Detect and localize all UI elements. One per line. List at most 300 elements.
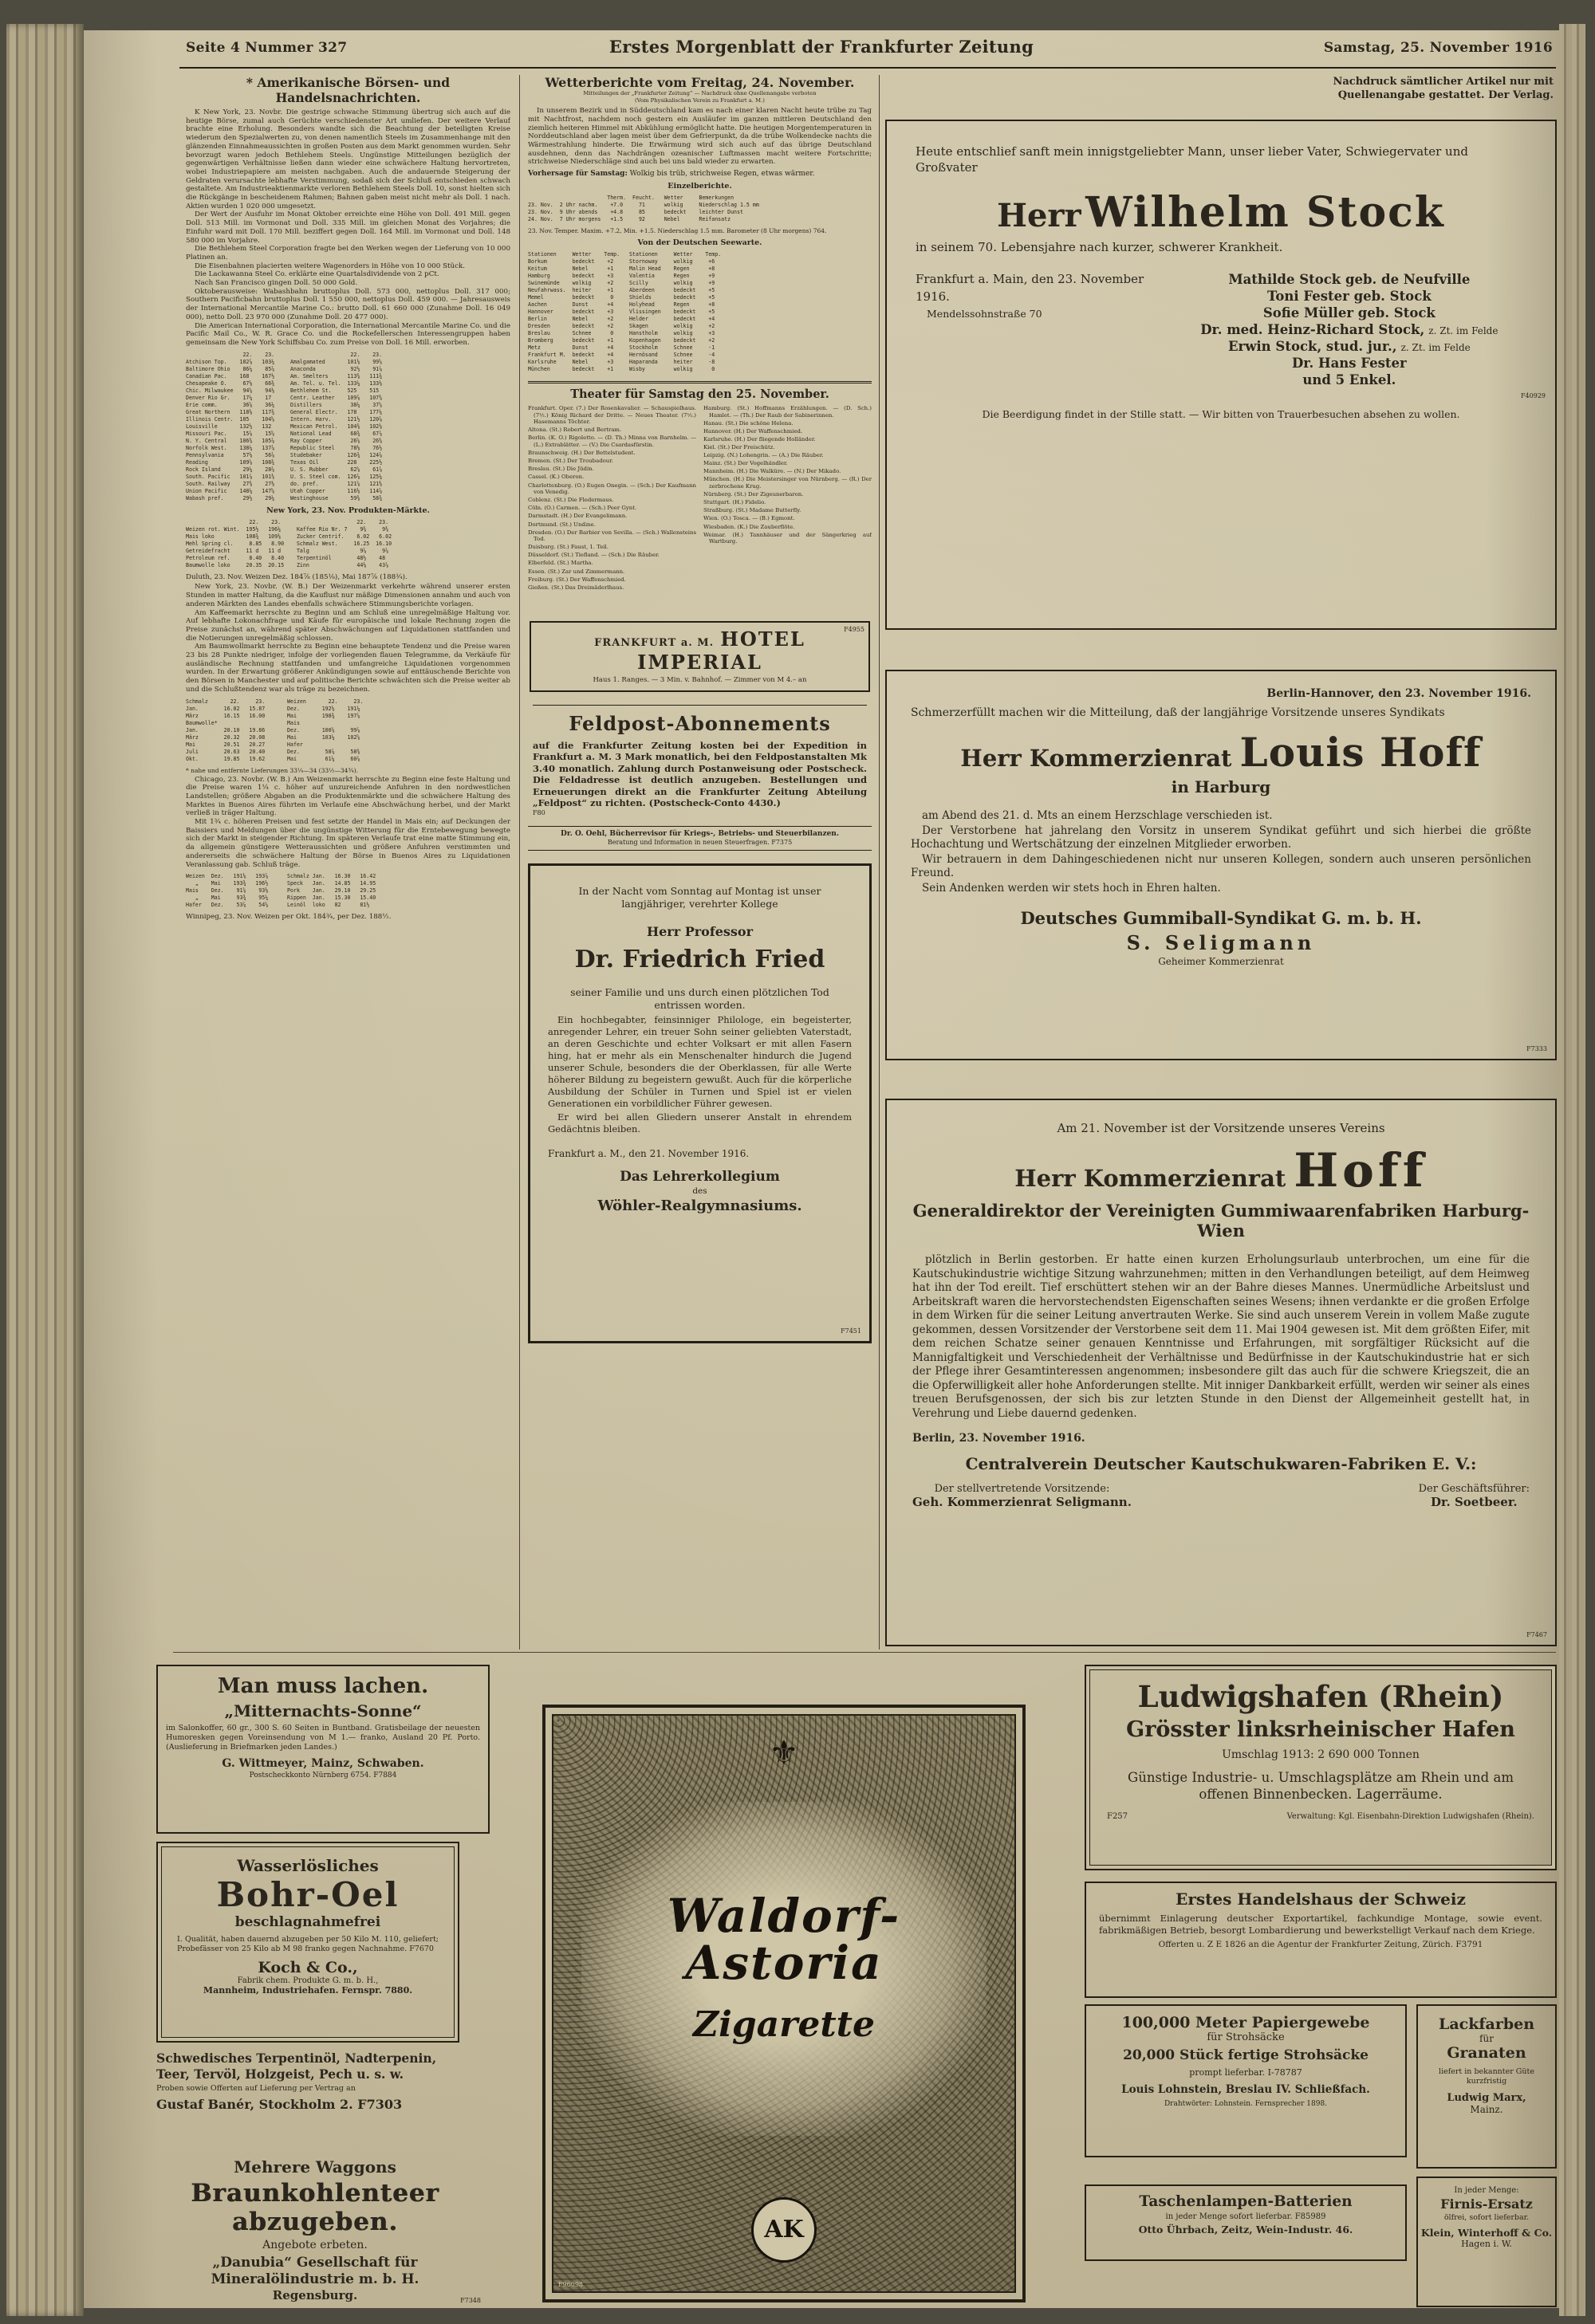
stock-quote-table [186,352,510,502]
ad-body: I. Qualität, haben dauernd abzugeben per 50 Kilo M. 110, geliefert; Probefässer von 25 Kilo ab M 98 franko gegen Nachnahme. F7670 [177,1935,439,1953]
table-row: 23. Nov. 2 Uhr nachm. +7.0 71 wolkig Niederschlag 1.5 mm [528,202,759,209]
hotel-subline: Haus 1. Ranges. — 3 Min. v. Bahnhof. — Zimmer von M 4.– an [593,675,807,684]
ad-footer-row [1102,1812,1539,1821]
produkten-heading: New York, 23. Nov. Produkten-Märkte. [266,505,430,515]
obituary-subline: Generaldirektor der Vereinigten Gummiwaarenfabriken Harburg-Wien [912,1201,1530,1241]
table-row: Neufahrwass. heiter +1 Aberdeen bedeckt +5 [528,287,715,294]
paragraph: Mit 1¾ c. höheren Preisen und fest setzte der Handel in Mais ein; auf Deckungen der Baissiers und Meldungen über die ungünstige Witterung für die Erntebewegung bewegte sich der Markt in steigender Richtung. Im späteren Verlaufe trat eine matte Stimmung ein, da allgemein günstigere Wetteraussichten und größere Anfuhren verstimmten und andererseits die schwächere Haltung der Börse in Buenos Aires zu Liquidationen Veranlassung gab. Schluß träge. [186,818,510,869]
table-row: Baumwolle* Mais [186,719,300,726]
masthead-title: Erstes Morgenblatt der Frankfurter Zeitung [608,37,1034,57]
signature-right [1419,1483,1530,1509]
table-row: Weizen rot. Wint. 195½ 196¼ Kaffee Rio Nr. 7 9⅜ 9⅜ [186,525,389,533]
ad-line: In jeder Menge: [1454,2186,1519,2195]
seewarte-table [528,251,872,373]
ad-title: Man muss lachen. [217,1674,429,1698]
ad-footer: Verwaltung: Kgl. Eisenbahn-Direktion Ludwigshafen (Rhein). [1286,1812,1534,1821]
theater-entry: Altona. (St.) Robert und Bertram. [528,427,622,434]
deceased-name: Dr. Friedrich Fried [574,945,825,973]
ad-marker: F80 [533,808,545,816]
oehl-ad [528,826,872,851]
ad-marker: F40929 [1521,392,1546,399]
theater-entry: Hannover. (H.) Der Waffenschmied. [703,427,803,435]
paragraph: am Abend des 21. d. Mts an einem Herzschlage verschieden ist. [922,809,1273,822]
table-row: Norfolk West. 138¼ 137⅞ Republic Steel 78⅛ 76½ [186,444,383,451]
table-row: März 16.15 16.00 Mai 198¾ 197⅞ [186,712,360,719]
chicago-paragraphs [186,776,510,870]
weather-forecast [528,170,872,178]
table-row: Wabash pref. 29½ 29¼ Westinghouse 59⅜ 58¾ [186,494,383,501]
ad-title: Firnis-Ersatz [1440,2196,1533,2212]
winnipeg-line: Winnipeg, 23. Nov. Weizen per Okt. 184¾, per Dez. 188½. [186,913,392,922]
ad-lackfarben [1416,2004,1557,2169]
signature-left [912,1483,1132,1509]
ornamental-frame [552,1714,1016,2293]
paragraph: Sein Andenken werden wir stets hoch in Ehren halten. [922,882,1221,895]
ad-braunkohlenteer [146,2157,484,2306]
obituary-intro: Heute entschlief sanft mein innigstgeliebter Mann, unser lieber Vater, Schwiegervater und Großvater [916,144,1468,175]
table-row: Juli 20.63 20.40 Dez. 58⅞ 58⅜ [186,748,360,755]
ad-stat-line: Umschlag 1913: 2 690 000 Tonnen [1222,1748,1420,1761]
table-row: Stationen Wetter Temp. Stationen Wetter Temp. [528,251,722,258]
obituary-intro: Schmerzerfüllt machen wir die Mitteilung, daß der langjährige Vorsitzende unseres Syndikats [911,706,1445,719]
table-row: Dresden bedeckt +2 Skagen wolkig +2 [528,323,715,330]
theater-col-2 [703,405,872,592]
ad-taschenlampen-batterien [1085,2184,1407,2261]
einzelberichte-table [528,195,872,223]
ad-marker: F4955 [844,625,864,633]
mourner-line [1172,289,1526,304]
theater-title: Theater für Samstag den 25. November. [528,381,872,401]
ad-signature: Louis Lohnstein, Breslau IV. Schließfach. [1121,2083,1370,2096]
hoff-syndikat-obituary [885,670,1557,1060]
ad-title: 100,000 Meter Papiergewebe [1121,2014,1370,2031]
name-text: Hoff [1294,1143,1428,1197]
oehl-line-1: Dr. O. Oehl, Bücherrevisor für Kriegs-, Betriebs- und Steuerbilanzen. [561,829,839,838]
table-row: Swinemünde wolkig +2 Scilly wolkig +9 [528,280,715,287]
paragraph: Die American International Corporation, die International Mercantile Marine Co. und die Pacific Mail Co., W. R. Grace Co. und die Rockefellerschen Interessengruppen haben gemeinsam die New York Schiffsbau Co. zum Preise von Doll. 16 Mill. erworben. [186,321,510,347]
table-row: Erie comm. 36⅝ 36¼ Distillers 38¼ 37⅝ [186,401,383,408]
ad-title: Braunkohlenteer abzugeben. [191,2179,439,2236]
right-page-edge [1559,24,1585,2316]
ad-subtitle: 20,000 Stück fertige Strohsäcke [1123,2047,1369,2063]
table-row: Louisville 132½ 132 Mexican Petrol. 104⅜ 102⅛ [186,423,383,430]
table-row: Rock Island 29¼ 28⅞ U. S. Rubber 62⅝ 61⅞ [186,466,383,473]
ad-signature: Klein, Winterhoff & Co. [1420,2227,1553,2239]
signature-title: Geheimer Kommerzienrat [1158,956,1284,967]
table-row: Getreidefracht 11 d 11 d Talg 9⅞ 9⅞ [186,547,389,554]
table-row: Schmalz 22. 23. Weizen 22. 23. [186,698,364,705]
ad-line: für [1479,2033,1494,2044]
hotel-imperial-ad [530,621,870,692]
table-row: Baumwolle loko 20.35 20.15 Zinn 44⅛ 43⅞ [186,561,389,568]
publisher-note-line-1: Nachdruck sämtlicher Artikel nur mit [1333,76,1554,88]
mourner-line [1172,372,1526,387]
mourner-note: z. Zt. im Felde [1400,342,1471,353]
footer-rule [173,1652,1556,1653]
name-text: Wilhelm Stock [1085,188,1445,237]
ad-marker: F257 [1107,1812,1128,1821]
paragraph: Die Eisenbahnen placierten weitere Wagenorders in Höhe von 10 000 Stück. [195,261,466,270]
theater-entry: Leipzig. (N.) Lohengrin. — (A.) Die Räuber. [703,452,824,459]
theater-entry: Straßburg. (St.) Madame Butterfly. [703,507,801,514]
table-row: Aachen Dunst +4 Holyhead Regen +8 [528,301,715,309]
signature-row [912,1483,1530,1509]
organization-name: Centralverein Deutscher Kautschukwaren-Fabriken E. V.: [965,1454,1477,1473]
paragraph: Am Kaffeemarkt herrschte zu Beginn und am Schluß eine unregelmäßige Haltung vor. Auf lebhafte Lokonachfrage und Käufe für europäische und lokale Rechnung zogen die Preise zunächst an, während später Abschwächungen auf Liquidationen stattfanden und die Notierungen unregelmäßig schlossen. [186,608,510,643]
dateline-block [916,270,1172,389]
ad-firnis-ersatz [1416,2177,1557,2307]
ad-body: Günstige Industrie- u. Umschlagsplätze am Rhein und am offenen Binnenbecken. Lagerräume. [1128,1770,1514,1802]
table-row: Hamburg bedeckt +3 Valentia Regen +9 [528,273,715,280]
deceased-name [912,1143,1530,1197]
table-row: Baltimore Ohio 86¼ 85⅞ Anaconda 92½ 91⅞ [186,365,383,372]
middle-column [528,75,872,1650]
theater-entry: Cöln. (O.) Carmen. — (Sch.) Peer Gynt. [528,505,637,512]
name-text: Louis Hoff [1239,729,1482,776]
theater-entry: Cassel. (K.) Oberon. [528,474,585,481]
ad-title: Schwedisches Terpentinöl, Nadterpenin, Teer, Tervöl, Holzgeist, Pech u. s. w. [156,2051,437,2082]
centralverein-obituary [885,1099,1557,1646]
produkten-table [186,519,510,569]
theater-entry: Duisburg. (St.) Faust, 1. Teil. [528,544,608,551]
theater-entry: Coblenz. (St.) Die Fledermaus. [528,497,614,504]
article-paragraphs [186,108,510,348]
theater-entry: Kiel. (St.) Der Freischütz. [703,444,775,451]
ad-line: Mehrere Waggons [234,2157,396,2177]
signature-name: Geh. Kommerzienrat Seligmann. [912,1495,1132,1509]
mourner-line [1172,322,1526,337]
table-row: N. Y. Central 106⅜ 105⅞ Ray Copper 26⅝ 26⅜ [186,437,383,444]
obituary-dateline: Berlin-Hannover, den 23. November 1916. [1266,687,1531,700]
ad-city: Hagen i. W. [1461,2239,1512,2249]
ad-subtitle: Grösster linksrheinischer Hafen [1126,1717,1515,1742]
table-row: 23. Nov. 9 Uhr abends +4.8 85 bedeckt leichter Dunst [528,209,743,216]
table-row: Berlin Nebel +2 Helder bedeckt +4 [528,316,715,323]
table-row: „ Mai 193¾ 196½ Speck Jan. 14.85 14.95 [186,880,376,887]
hotel-name: HOTEL IMPERIAL [637,627,805,674]
ad-signature: Otto Ührbach, Zeitz, Wein-Industr. 46. [1138,2224,1353,2236]
ad-man-muss-lachen [156,1665,490,1834]
table-row: Bromberg bedeckt +1 Kopenhagen bedeckt +2 [528,337,715,344]
theater-entry: Dortmund. (St.) Undine. [528,521,596,528]
paragraph: K New York, 23. Novbr. Die gestrige schwache Stimmung übertrug sich auch auf die heutige Börse, zumal auch Gerüchte verschiedenster Art umliefen. Der weitere Verlauf brachte eine Erholung. Besonders wandte sich die Beachtung der beteiligten Kreise wiederum den Spezialwerten zu, von denen namentlich Steels im Zusammenhange mit den glänzenden Einnahmeaussichten in großen Posten aus dem Markt genommen wurden. Sehr bevorzugt waren jedoch Bethlehem Steels. Ungünstige Mitteilungen bezüglich der gegenwärtigen Verhältnisse ließen dann wieder eine schwächere Haltung hervortreten, wobei Industriepapiere am meisten nachgaben. Auch die andauernde Steigerung der Geldraten verursachte lebhafte Verstimmung, sodaß sich der Schluß entschieden schwach gestaltete. Am Industrieaktienmarkte verloren Bethlehem Steels Doll. 10, sonst hielten sich die Rückgänge in bescheidenem Rahmen; Bahnen gaben meist nicht mehr als Doll. 1 nach. Aktien wurden 1 020 000 umgesetzt. [186,108,510,210]
ad-ludwigshafen [1085,1665,1557,1870]
table-row: Borkum bedeckt +2 Stornoway wolkig +6 [528,258,715,265]
paragraph: Die Bethlehem Steel Corporation fragte bei den Werken wegen der Lieferung von 10 000 Platinen an. [186,245,510,261]
theater-entry: Weimar. (H.) Tannhäuser und der Sängerkrieg auf Wartburg. [703,531,872,545]
fried-obituary [528,863,872,1343]
theater-entry: Karlsruhe. (H.) Der fliegende Holländer. [703,435,816,442]
theater-entry: Stuttgart. (H.) Fidelio. [703,499,766,506]
mourner-line [1172,356,1526,371]
theater-entry: Dresden. (O.) Der Barbier von Sevilla. — (Sch.) Wallensteins Tod. [528,529,696,543]
mourner-line [1172,305,1526,320]
table-row: South. Pacific 101⅞ 101⅜ U. S. Steel com. 126⅞ 125¼ [186,473,383,480]
table-row: Denver Rio Gr. 17¼ 17 Centr. Leather 109⅞ 107⅜ [186,394,383,401]
theater-entry: Gießen. (St.) Das Dreimäderlhaus. [528,584,624,591]
ad-body: übernimmt Einlagerung deutscher Exportartikel, fachkundige Montage, sowie event. fabrikmäßigen Betrieb, besorgt Lombardierung und bewerkstelligt Verkauf nach dem Kriege. [1099,1913,1542,1936]
publisher-note [885,75,1557,116]
deceased-name [916,188,1526,237]
oehl-line-2: Beratung und Information in neuen Steuerfragen. F7375 [607,838,793,846]
obituary-column [885,75,1557,1650]
mourner-name: Dr. Hans Fester [1292,356,1407,371]
signature-3: Wöhler-Realgymnasiums. [597,1197,802,1214]
theater-entry: Bremen. (St.) Der Troubadour. [528,458,613,465]
ad-signature: Koch & Co., [258,1959,358,1976]
duluth-line: Duluth, 23. Nov. Weizen Dez. 184⅞ (185⅛), Mai 187⅞ (188¾). [186,572,408,581]
table-row: Missouri Pac. 15⅞ 15⅝ National Lead 68¾ 67⅞ [186,430,383,437]
ad-title: Lackfarben [1438,2015,1535,2033]
theater-listings [528,405,872,592]
theater-entry: Darmstadt. (H.) Der Evangelimann. [528,513,628,520]
ad-marker: F7467 [1526,1631,1547,1638]
ad-signature: G. Wittmeyer, Mainz, Schwaben. [222,1757,424,1770]
table-row: Jan. 16.02 15.87 Dez. 192⅛ 191¼ [186,705,360,712]
theater-entry: Frankfurt. Oper. (7.) Der Rosenkavalier. — Schauspielhaus. (7½.) König Richard der Dritte. — Neues Theater. (7½.) Hasemanns Töchter. [528,405,696,426]
theater-entry: Berlin. (K. O.) Rigoletto. — (D. Th.) Minna von Barnhelm. — (L.) Extrablätter. — (V.) Die Csardasfürstin. [528,435,696,449]
weather-source-2: (Vom Physikalischen Verein zu Frankfurt a. M.) [635,96,765,104]
ad-title: Ludwigshafen (Rhein) [1137,1679,1504,1714]
ad-city: Regensburg. [272,2288,358,2302]
table-row: Mehl Spring cl. 8.85 8.90 Schmalz West. 16.25 16.10 [186,540,392,547]
table-row: Hannover bedeckt +3 Vlissingen bedeckt +5 [528,309,715,316]
theater-entry: Elberfeld. (St.) Martha. [528,560,593,567]
ad-line: Angebote erbeten. [262,2239,368,2251]
brand-name-2: Astoria [685,1936,883,1991]
ad-footer: Postscheckkonto Nürnberg 6754. F7884 [249,1772,397,1779]
ad-body: Proben sowie Offerten auf Lieferung per Vertrag an [156,2084,356,2093]
table-row: South. Railway 27⅜ 27⅛ do. pref. 121⅝ 121⅜ [186,480,383,487]
ad-title: Bohr-Oel [216,1875,400,1914]
table-row: Karlsruhe Nebel +3 Haparanda heiter -8 [528,359,715,366]
newspaper-page [84,30,1559,2308]
hotel-city: FRANKFURT a. M. [594,636,715,649]
weather-source-1: Mitteilungen der „Frankfurter Zeitung“ — Nachdruck ohne Quellenangabe verboten [583,90,817,96]
theater-entry: Mannheim. (H.) Die Walküre. — (N.) Der Mikado. [703,468,841,475]
obituary-detail-row [916,270,1526,389]
page-number: Seite 4 Nummer 327 [186,40,348,56]
table-row: Jan. 20.10 19.86 Dez. 100⅝ 99⅞ [186,726,360,733]
ad-footer: Drahtwörter: Lohnstein. Fernsprecher 1898. [1164,2100,1328,2108]
mourner-name: Erwin Stock, stud. jur., [1227,339,1397,354]
paragraph: Wir betrauern in dem Dahingeschiedenen nicht nur unseren Kollegen, sondern auch unseren persönlichen Freund. [911,853,1531,879]
product-name: Zigarette [693,2004,875,2046]
table-row: 22. 23. 22. 23. [186,518,389,525]
ad-marker: F7348 [460,2297,481,2304]
table-row: 24. Nov. 7 Uhr morgens +1.5 92 Nebel Reifansatz [528,216,731,223]
theater-entry: Nürnberg. (St.) Der Zigeunerbaron. [703,491,804,498]
honorific: Herr Kommerzienrat [960,745,1240,772]
table-row: Atchison Top. 102⅞ 103¼ Amalgamated 101⅛ 99⅝ [186,358,383,365]
table-row: Petroleum ref. 8.40 8.40 Terpentinöl 48½ 48 [186,554,386,561]
weather-report: In unserem Bezirk und in Süddeutschland kam es nach einer klaren Nacht heute trübe zu Tag mit Nachtfrost, nachdem noch gestern ein Ausläufer im ganzen mittleren Deutschland den ziemlich heiteren Himmel mit Abkühlung ermöglicht hatte. Die heutigen Morgentemperaturen in Norddeutschland aber lagen meist über dem Gefrierpunkt, da die trübe Wolkendecke nachts die Wärmestrahlung hinderte. Die Erwärmung wird sich auch auf das übrige Deutschland ausdehnen, denn das Nachdrängen ozeanischer Luftmassen macht weitere Fortschritte; strichweise Niederschläge sind auch bei uns bald wieder zu erwarten. [528,107,872,167]
paragraph: Chicago, 23. Novbr. (W. B.) Am Weizenmarkt herrschte zu Beginn eine feste Haltung und die Preise waren 1¼ c. höher auf unzureichende Anfuhren in den nordwestlichen Landstellen; größere Abgaben an die Produktenmärkte und die schwächere Haltung des Marktes in Buenos Aires führten im Verlaufe eine Abschwächung herbei, und der Markt verließ in träger Haltung. [186,775,510,818]
paragraph: Die Lackawanna Steel Co. erklärte eine Quartalsdividende von 2 pCt. [195,270,439,279]
seewarte-heading: Von der Deutschen Seewarte. [637,238,762,248]
obituary-subline: in Harburg [1171,777,1271,796]
obituary-body [911,809,1531,895]
monogram-medallion: AK [751,2197,817,2263]
table-row: Canadian Pac. 168 167½ Am. Smelters 113⅜ 111¾ [186,372,383,379]
table-footnote: * nahe und entfernte Lieferungen 33¼—34 (33½—34¾). [186,766,359,774]
ad-title: Taschenlampen-Batterien [1139,2193,1353,2210]
obituary-dateline: Frankfurt a. M., den 21. November 1916. [548,1147,750,1159]
mourner-name: und 5 Enkel. [1302,372,1396,387]
table-row: Memel bedeckt 0 Shields bedeckt +5 [528,294,715,301]
ad-waldorf-astoria [542,1705,1026,2302]
paragraph: Der Verstorbene hat jahrelang den Vorsitz in unserem Syndikat geführt und sich hierbei die größte Hochachtung und Wertschätzung der einzelnen Mitglieder erworben. [911,824,1531,851]
deceased-name [911,729,1531,776]
ad-papiergewebe [1085,2004,1407,2157]
obituary-footer: Die Beerdigung findet in der Stille statt. — Wir bitten von Trauerbesuchen absehen zu wollen. [982,408,1460,420]
theater-entry: Breslau. (St.) Die Jüdin. [528,466,594,473]
signature-name: S. Seligmann [1126,931,1316,954]
feldpost-title: Feldpost-Abonnements [569,711,831,735]
table-row: Great Northern 118⅛ 117¾ General Electr. 178 177¼ [186,408,383,415]
mourner-name: Toni Fester geb. Stock [1267,289,1432,304]
theater-entry: Hanau. (St.) Die schöne Helena. [703,419,794,427]
address-line: Mendelssohnstraße 70 [927,308,1042,320]
ad-signature: Gustaf Banér, Stockholm 2. F7303 [156,2097,403,2112]
temperature-line: 23. Nov. Temper. Maxim. +7.2, Min. +1.5. Niederschlag 1.5 mm. Barometer (8 Uhr morgens) 764. [528,227,827,235]
mourner-line [1172,272,1526,287]
obituary-dateline: Berlin, 23. November 1916. [912,1432,1085,1445]
mourner-name: Dr. med. Heinz-Richard Stock, [1200,322,1425,337]
ad-handelshaus-schweiz [1085,1882,1557,1998]
obituary-intro: Am 21. November ist der Vorsitzende unseres Vereins [1057,1121,1385,1135]
chicago-table [186,873,510,909]
theater-entry: Braunschweig. (H.) Der Bettelstudent. [528,450,636,457]
table-row: 22. 23. 22. 23. [186,351,383,358]
paragraph: Oktoberausweise: Wabashbahn bruttoplus Doll. 573 000, nettoplus Doll. 317 000; Southern Pacificbahn bruttoplus Doll. 1 550 000, nettoplus Doll. 459 000. — Jahresausweis der International Mercantile Marine Co.: brutto Doll. 61 660 000 (Zunahme Doll. 16 049 000), netto Doll. 23 970 000 (Zunahme Doll. 20 477 000). [186,287,510,321]
mourner-note: z. Zt. im Felde [1428,325,1499,336]
column-separator [519,75,520,1650]
boerse-column [186,75,510,1650]
table-row: Mai 20.51 20.27 Hafer [186,741,303,748]
paragraph: Der Wert der Ausfuhr im Monat Oktober erreichte eine Höhe von Doll. 491 Mill. gegen Doll. 513 Mill. im Vormonat und Doll. 335 Mill. im gleichen Monat des Vorjahres; die Einfuhr ward mit Doll. 170 Mill. beziffert gegen Doll. 164 Mill. im Vormonat und Doll. 148 580 000 im Vorjahre. [186,210,510,245]
stock-obituary [885,120,1557,630]
date-line: Samstag, 25. November 1916 [1323,40,1553,56]
binding-page-edges [6,24,84,2316]
obituary-title: Herr Professor [646,923,754,939]
ad-body: im Salonkoffer, 60 gr., 300 S. 60 Seiten in Buntband. Gratisbeilage der neuesten Humoresken gegen Voreinsendung von M 1.— franko, Ausland 20 Pf. Porto. (Auslieferung in Briefmarken jeden Landes.) [166,1724,480,1752]
feldpost-notice [533,705,867,816]
obituary-line: seiner Familie und uns durch einen plötzlichen Tod entrissen worden. [570,985,829,1012]
ad-body: liefert in bekannter Güte kurzfristig [1439,2067,1534,2086]
theater-entry: Essen. (St.) Zar und Zimmermann. [528,568,625,575]
table-row: März 20.32 20.08 Mai 103¼ 102⅝ [186,733,360,741]
signature-role: Der stellvertretende Vorsitzende: [934,1483,1110,1495]
paragraph: New York, 23. Novbr. (W. B.) Der Weizenmarkt verkehrte während unserer ersten Stunden in matter Haltung, da die Kauflust nur mäßige Dimensionen annahm und auch von anderen Märkten des Landes ebenfalls schwächere Stimmungsberichte vorlagen. [186,583,510,608]
obituary-closing: Er wird bei allen Gliedern unserer Anstalt in ehrendem Gedächtnis bleiben. [548,1111,852,1134]
obituary-intro: In der Nacht vom Sonntag auf Montag ist unser langjähriger, verehrter Kollege [578,884,821,910]
signature-org: Deutsches Gummiball-Syndikat G. m. b. H. [1020,908,1422,928]
obituary-dateline: Frankfurt a. Main, den 23. November 1916. [916,272,1144,304]
ad-marker: F96098 [558,2281,583,2288]
ad-line: für Strohsäcke [1207,2031,1285,2043]
table-row: Hafer Dez. 53⅞ 54⅝ Leinöl loko 82 81½ [186,902,370,909]
header-rule [179,67,1556,69]
theater-entry: München. (H.) Die Meistersinger von Nürnberg. — (R.) Der zerbrochene Krug. [703,476,872,490]
table-row: Illinois Centr. 105 104⅝ Intern. Harv. 121½ 120⅞ [186,415,383,423]
ad-signature: Ludwig Marx, [1447,2092,1526,2104]
theater-entry: Düsseldorf. (St.) Tiefland. — (Sch.) Die Räuber. [528,552,660,559]
forecast-label: Vorhersage für Samstag: [528,170,628,179]
ad-title: Erstes Handelshaus der Schweiz [1176,1889,1466,1909]
ad-title-2: Granaten [1447,2044,1526,2062]
signature-role: Der Geschäftsführer: [1418,1483,1530,1495]
table-row: Okt. 19.85 19.62 Mai 61¼ 60⅞ [186,755,360,762]
ad-terpentinoel [156,2051,450,2156]
theater-entry: Wien. (O.) Tosca. — (B.) Egmont. [703,515,795,522]
mourner-name: Mathilde Stock geb. de Neufville [1228,272,1471,287]
theater-entry: Charlottenburg. (O.) Eugen Onegin. — (Sch.) Der Kaufmann von Venedig. [528,482,696,496]
ad-signature: „Danubia“ Gesellschaft für Mineralölindustrie m. b. H. [211,2255,419,2287]
theater-col-1 [528,405,696,592]
mourner-name: Sofie Müller geb. Stock [1262,305,1436,320]
theater-entry: Hamburg. (St.) Hoffmanns Erzählungen. — (D. Sch.) Hamlet. — (Th.) Der Raub der Sabinerinnen. [703,405,872,419]
ad-footer: Offerten u. Z E 1826 an die Agentur der Frankfurter Zeitung, Zürich. F3791 [1158,1940,1483,1949]
signature-1: Das Lehrerkollegium [620,1168,780,1185]
market-paragraphs [186,583,510,694]
ad-marker: F7451 [841,1327,861,1335]
table-row: „ Mai 93¾ 95¼ Rippen Jan. 15.30 15.40 [186,895,376,902]
table-row: Frankfurt M. bedeckt +4 Hernösand Schnee -4 [528,352,715,359]
signature-2: des [692,1186,707,1196]
ad-line: Wasserlösliches [237,1856,379,1875]
brand-name-1: Waldorf- [667,1889,901,1944]
table-row: Chic. Milwaukee 94⅝ 94⅛ Bethlehem St. 525 515 [186,387,380,394]
table-row: Pennsylvania 57⅛ 56⅞ Studebaker 126¾ 124⅞ [186,451,383,458]
ad-marker: F7333 [1526,1045,1547,1052]
table-row: Metz Dunst +4 Stockholm Schnee -1 [528,344,715,352]
obituary-subline: in seinem 70. Lebensjahre nach kurzer, schwerer Krankheit. [916,240,1283,254]
feldpost-body: auf die Frankfurter Zeitung kosten bei der Expedition in Frankfurt a. M. 3 Mark monatlich, bei den Feldpostanstalten Mk 3.40 monatlich. Zahlung durch Postanweisung oder Postscheck. Die Feldadresse ist deutlich anzugeben. Bestellungen und Erneuerungen direkt an die Frankfurter Zeitung Abteilung „Feldpost“ zu richten. (Postscheck-Conto 4430.) [533,739,867,809]
ad-line: prompt lieferbar. I-78787 [1189,2067,1302,2078]
signature-name: Dr. Soetbeer. [1430,1495,1518,1509]
paragraph: Am Baumwollmarkt herrschte zu Beginn eine behauptete Tendenz und die Preise waren 23 bis 28 Punkte niedriger, infolge der vorliegenden flauen Telegramme, da Verkäufe für ausländische Rechnung stattfanden und umfangreiche Liquidationen vorgenommen wurden. In der Erwartung größerer Ankündigungen sowie auf enttäuschende Berichte von den Börsen in Manchester und auf politische Berichte schwächten sich die Preise weiter ab und die Schlußtendenz war als träge zu bezeichnen. [186,643,510,694]
table-row: Breslau Schnee 0 Hanstholm wolkig +3 [528,330,715,337]
honorific: Herr [997,197,1081,234]
ad-body: in jeder Menge sofort lieferbar. F85989 [1165,2212,1326,2221]
paragraph: Nach San Francisco gingen Doll. 50 000 Gold. [195,279,358,288]
table-row: Mais Dez. 91⅝ 93⅛ Pork Jan. 29.10 29.25 [186,887,376,895]
column-separator [879,75,880,1650]
table-row: Mais loko 108¾ 109⅛ Zucker Centrif. 6.02 6.02 [186,533,392,540]
mourner-line [1172,339,1526,354]
futures-table [186,698,510,763]
ad-subtitle: beschlagnahmefrei [234,1914,381,1930]
mourners-block [1172,270,1526,389]
table-row: Union Pacific 148¼ 147⅝ Utah Copper 116⅛ 114⅞ [186,487,383,494]
theater-entry: Mainz. (St.) Der Vogelhändler. [703,460,788,467]
theater-entry: Wiesbaden. (K.) Die Zauberflöte. [703,523,795,530]
ad-subtitle: „Mitternachts-Sonne“ [224,1701,422,1720]
ad-body: ölfrei, sofort lieferbar. [1443,2213,1530,2222]
table-row: Keitum Nebel +1 Malin Head Regen +8 [528,265,715,273]
table-row: Reading 109⅝ 108¾ Texas Oil 228 225½ [186,458,383,466]
ad-city: Mainz. [1470,2104,1503,2115]
ad-bohr-oel [156,1842,459,2043]
theater-entry: Freiburg. (St.) Der Waffenschmied. [528,576,626,583]
ad-signature-2: Fabrik chem. Produkte G. m. b. H., [237,1976,379,1985]
table-row: Chesapeake O. 67⅛ 66¾ Am. Tel. u. Tel. 133¼ 133⅛ [186,379,383,387]
article-title: * Amerikanische Börsen- und Handelsnachrichten. [246,75,451,105]
table-row: München bedeckt +1 Wisby wolkig 0 [528,366,715,373]
crest-icon: ⚜ [769,1732,799,1772]
obituary-body: plötzlich in Berlin gestorben. Er hatte einen kurzen Erholungsurlaub unterbrochen, um eine für die Kautschukindustrie wichtige Sitzung wahrzunehmen; mitten in den Verhandlungen beteiligt, auf dem Heimweg hat ihn der Tod ereilt. Tief erschüttert stehen wir an der Bahre dieses Mannes. Unermüdliche Arbeitslust und Arbeitskraft waren die hervorstechendsten Eigenschaften seines Wesens; ihnen verdankte er die großen Erfolge in dem Wirken für die seiner Leitung anvertrauten Werke. Sie sind auch unserem Verein in vollem Maße zugute gekommen, dessen Vorsitzender der Verstorbene seit dem 11. Mai 1904 gewesen ist. Mit dem größten Eifer, mit dem reichen Schatze seiner genauen Kenntnisse und Erfahrungen, mit sorgfältiger Rücksicht auf die Mannigfaltigkeit und Verschiedenheit der Verhältnisse und Bedürfnisse in der Kautschukindustrie hat er sich der Pflege ihrer Gesamtinteressen angenommen; insbesondere gilt das auch für die schwere Kriegszeit, die an die Opferwilligkeit aller hohe Anforderungen stellte. Mit inniger Dankbarkeit erfüllt, werden wir seiner als eines treuen Berufsgenossen, der sich bis zur letzten Stunde in den Dienst der Allgemeinheit gestellt hat, in Verehrung und Liebe dauernd gedenken. [912,1253,1530,1420]
